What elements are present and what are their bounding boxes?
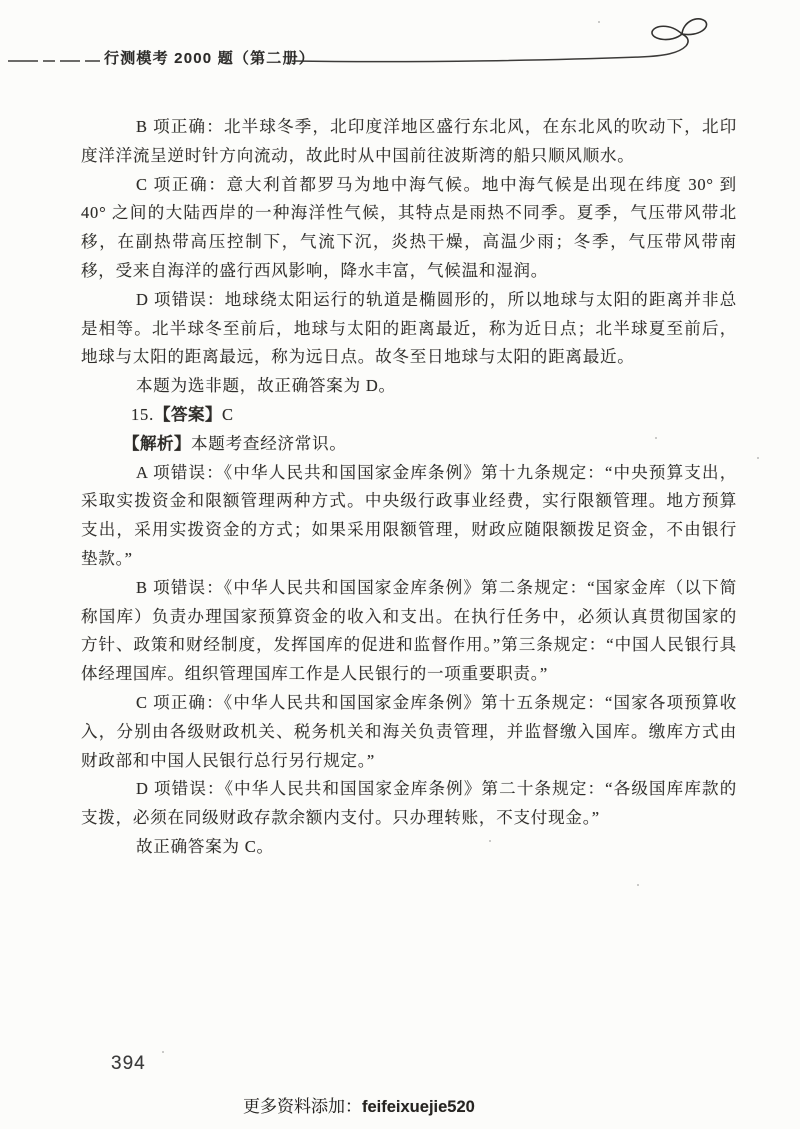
book-title-running-head: 行测模考 2000 题（第二册） xyxy=(104,50,315,67)
paragraph-option-d-economy: D 项错误：《中华人民共和国国家金库条例》第二十条规定：“各级国库库款的支拨，必须在同级财政存款余额内支付。只办理转账，不支付现金。” xyxy=(81,779,737,828)
footer-promo xyxy=(243,1092,475,1117)
scan-speck xyxy=(489,840,491,842)
analysis-line-q15 xyxy=(81,430,737,459)
scan-speck xyxy=(637,884,639,886)
answer-label: 【答案】 xyxy=(154,405,223,424)
paragraph-conclusion-q15: 故正确答案为 C。 xyxy=(136,836,274,856)
paragraph-option-a-economy: A 项错误：《中华人民共和国国家金库条例》第十九条规定：“中央预算支出，采取实拨资金和限额管理两种方式。中央级行政事业经费，实行限额管理。地方预算支出，采用实拨资金的方式；如果采用限额管理，财政应随限额拨足资金，不由银行垫款。” xyxy=(81,462,737,568)
paragraph-conclusion-q14: 本题为选非题，故正确答案为 D。 xyxy=(136,376,396,396)
scan-speck xyxy=(598,21,600,23)
header-rule-graphic xyxy=(0,0,800,90)
question-number: 15. xyxy=(131,404,155,424)
paragraph-option-c-geography: C 项正确：意大利首都罗马为地中海气候。地中海气候是出现在纬度 30° 到 40° 之间的大陆西岸的一种海洋性气候，其特点是雨热不同季。夏季，气压带风带北移，在副热带高压控制下，气流下沉，炎热干燥，高温少雨；冬季，气压带风带南移，受来自海洋的盛行西风影响，降水丰富，气候温和湿润。 xyxy=(81,174,737,280)
answer-value: C xyxy=(222,404,234,424)
paragraph-option-d-geography: D 项错误：地球绕太阳运行的轨道是椭圆形的，所以地球与太阳的距离并非总是相等。北半球冬至前后，地球与太阳的距离最近，称为近日点；北半球夏至前后，地球与太阳的距离最远，称为远日点。故冬至日地球与太阳的距离最近。 xyxy=(81,289,737,367)
paragraph-option-b-geography: B 项正确：北半球冬季，北印度洋地区盛行东北风，在东北风的吹动下，北印度洋洋流呈逆时针方向流动，故此时从中国前往波斯湾的船只顺风顺水。 xyxy=(81,117,737,165)
scan-speck xyxy=(162,1051,164,1053)
footer-promo-prefix: 更多资料添加： xyxy=(243,1097,362,1116)
sprout-icon xyxy=(652,19,707,46)
scan-speck xyxy=(757,457,759,459)
header-right-rule-line xyxy=(292,46,686,62)
footer-promo-id: feifeixuejie520 xyxy=(362,1098,475,1116)
paragraph-option-c-economy: C 项正确：《中华人民共和国国家金库条例》第十五条规定：“国家各项预算收入，分别由各级财政机关、税务机关和海关负责管理，并监督缴入国库。缴库方式由财政部和中国人民银行总行另行规定。” xyxy=(81,692,737,770)
page-number: 394 xyxy=(111,1053,146,1074)
paragraph-option-b-economy: B 项错误：《中华人民共和国国家金库条例》第二条规定：“国家金库（以下简称国库）负责办理国家预算资金的收入和支出。在执行任务中，必须认真贯彻国家的方针、政策和财经制度，发挥国库的促进和监督作用。”第三条规定：“中国人民银行具体经理国库。组织管理国库工作是人民银行的一项重要职责。” xyxy=(81,577,737,684)
analysis-label: 【解析】 xyxy=(123,434,191,453)
analysis-intro: 本题考查经济常识。 xyxy=(191,433,347,453)
scan-speck xyxy=(655,437,657,439)
answer-explanation-text xyxy=(81,113,737,862)
answer-line-q15 xyxy=(81,401,737,430)
